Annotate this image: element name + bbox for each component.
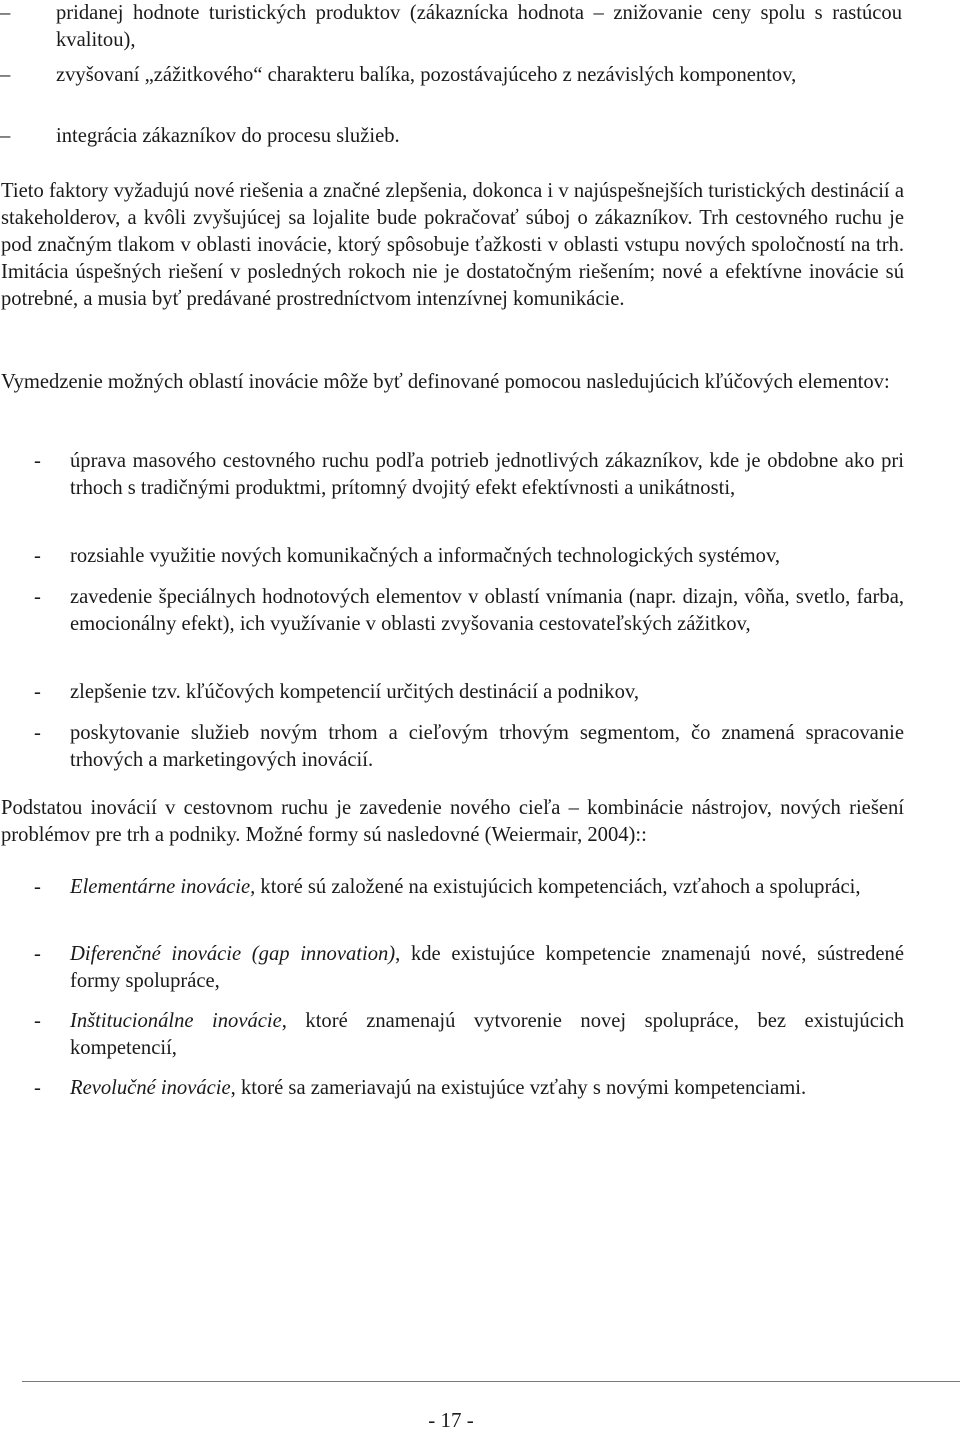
list-item (34, 1075, 904, 1129)
list-item (0, 62, 960, 116)
innovation-forms-list (34, 874, 904, 1129)
list-marker: - (34, 943, 41, 965)
list-item (34, 941, 904, 995)
list-marker: – (0, 64, 11, 86)
top-dash-list (0, 0, 960, 150)
list-item-term: Diferenčné inovácie (gap innovation) (70, 943, 396, 965)
list-item-text: úprava masového cestovného ruchu podľa potrieb jednotlivých zákazníkov, kde je obdobne ako pri trhoch s tradičnými produktmi, prítomný dvojitý efekt efektívnosti a unikátnosti, (70, 450, 904, 499)
list-item (34, 1008, 904, 1062)
list-item-text: , kde existujúce kompetencie znamenajú nové, sústredené formy spolupráce, (70, 943, 904, 992)
list-item-text: zavedenie špeciálnych hodnotových elementov v oblastí vnímania (napr. dizajn, vôňa, svetlo, farba, emocionálny efekt), ich využívanie v oblasti zvyšovania cestovateľských zážitkov, (70, 586, 904, 635)
list-item-text: rozsiahle využitie nových komunikačných a informačných technologických systémov, (70, 545, 781, 567)
footer-divider (22, 1381, 960, 1382)
paragraph-innovation-areas: Vymedzenie možných oblastí inovácie môže byť definované pomocou nasledujúcich kľúčových elementov: (1, 371, 890, 393)
paragraph-challenges: Tieto faktory vyžadujú nové riešenia a značné zlepšenia, dokonca i v najúspešnejších turistických destinácií a stakeholderov, a kvôli zvyšujúcej sa lojalite bude pokračovať súboj o zákazníkov. Trh cestovného ruchu je pod značným tlakom v oblasti inovácie, ktorý spôsobuje ťažkosti v oblasti vstupu nových spoločností na trh. Imitácia úspešných riešení v posledných rokoch nie je dostatočným riešením; nové a efektívne inovácie sú potrebné, a musia byť predávané prostredníctvom intenzívnej komunikácie. (1, 180, 904, 310)
list-item (0, 123, 960, 150)
innovation-elements-list (34, 448, 904, 774)
list-item-text: , ktoré sa zameriavajú na existujúce vzťahy s novými kompetenciami. (230, 1077, 807, 1099)
list-marker: - (34, 450, 41, 472)
list-marker: – (0, 2, 11, 24)
list-marker: - (34, 722, 41, 744)
list-item-text: pridanej hodnote turistických produktov (zákaznícka hodnota – znižovanie ceny spolu s rastúcou kvalitou), (56, 2, 902, 51)
list-item (34, 720, 904, 774)
list-item (34, 584, 904, 665)
list-marker: - (34, 586, 41, 608)
list-item (34, 679, 904, 706)
list-marker: - (34, 681, 41, 703)
list-marker: - (34, 1010, 41, 1032)
list-item (34, 543, 904, 570)
list-item (0, 0, 960, 55)
paragraph-innovation-forms: Podstatou inovácií v cestovnom ruchu je zavedenie nového cieľa – kombinácie nástrojov, nových riešení problémov pre trh a podniky. Možné formy sú nasledovné (Weiermair, 2004):: (1, 797, 904, 846)
list-item-text: zlepšenie tzv. kľúčových kompetencií určitých destinácií a podnikov, (70, 681, 639, 703)
list-marker: – (0, 125, 11, 147)
list-item (34, 448, 904, 529)
list-item-text: poskytovanie služieb novým trhom a cieľovým trhovým segmentom, čo znamená spracovanie trhových a marketingových inovácií. (70, 722, 904, 771)
list-item (34, 874, 904, 928)
list-item-text: ktoré sú založené na existujúcich kompetenciách, vzťahoch a spolupráci, (255, 876, 861, 898)
list-marker: - (34, 1077, 41, 1099)
list-item-text: integrácia zákazníkov do procesu služieb. (56, 125, 400, 147)
page-number: - 17 - (428, 1408, 474, 1432)
list-item-text: , ktoré znamenajú vytvorenie novej spolupráce, bez existujúcich kompetencií, (70, 1010, 905, 1059)
list-item-term: Elementárne inovácie, (70, 876, 256, 898)
list-marker: - (34, 876, 41, 898)
list-item-term: Inštitucionálne inovácie (70, 1010, 282, 1032)
list-item-term: Revolučné inovácie (70, 1077, 231, 1099)
list-marker: - (34, 545, 41, 567)
list-item-text: zvyšovaní „zážitkového“ charakteru balíka, pozostávajúceho z nezávislých komponentov, (56, 64, 797, 86)
